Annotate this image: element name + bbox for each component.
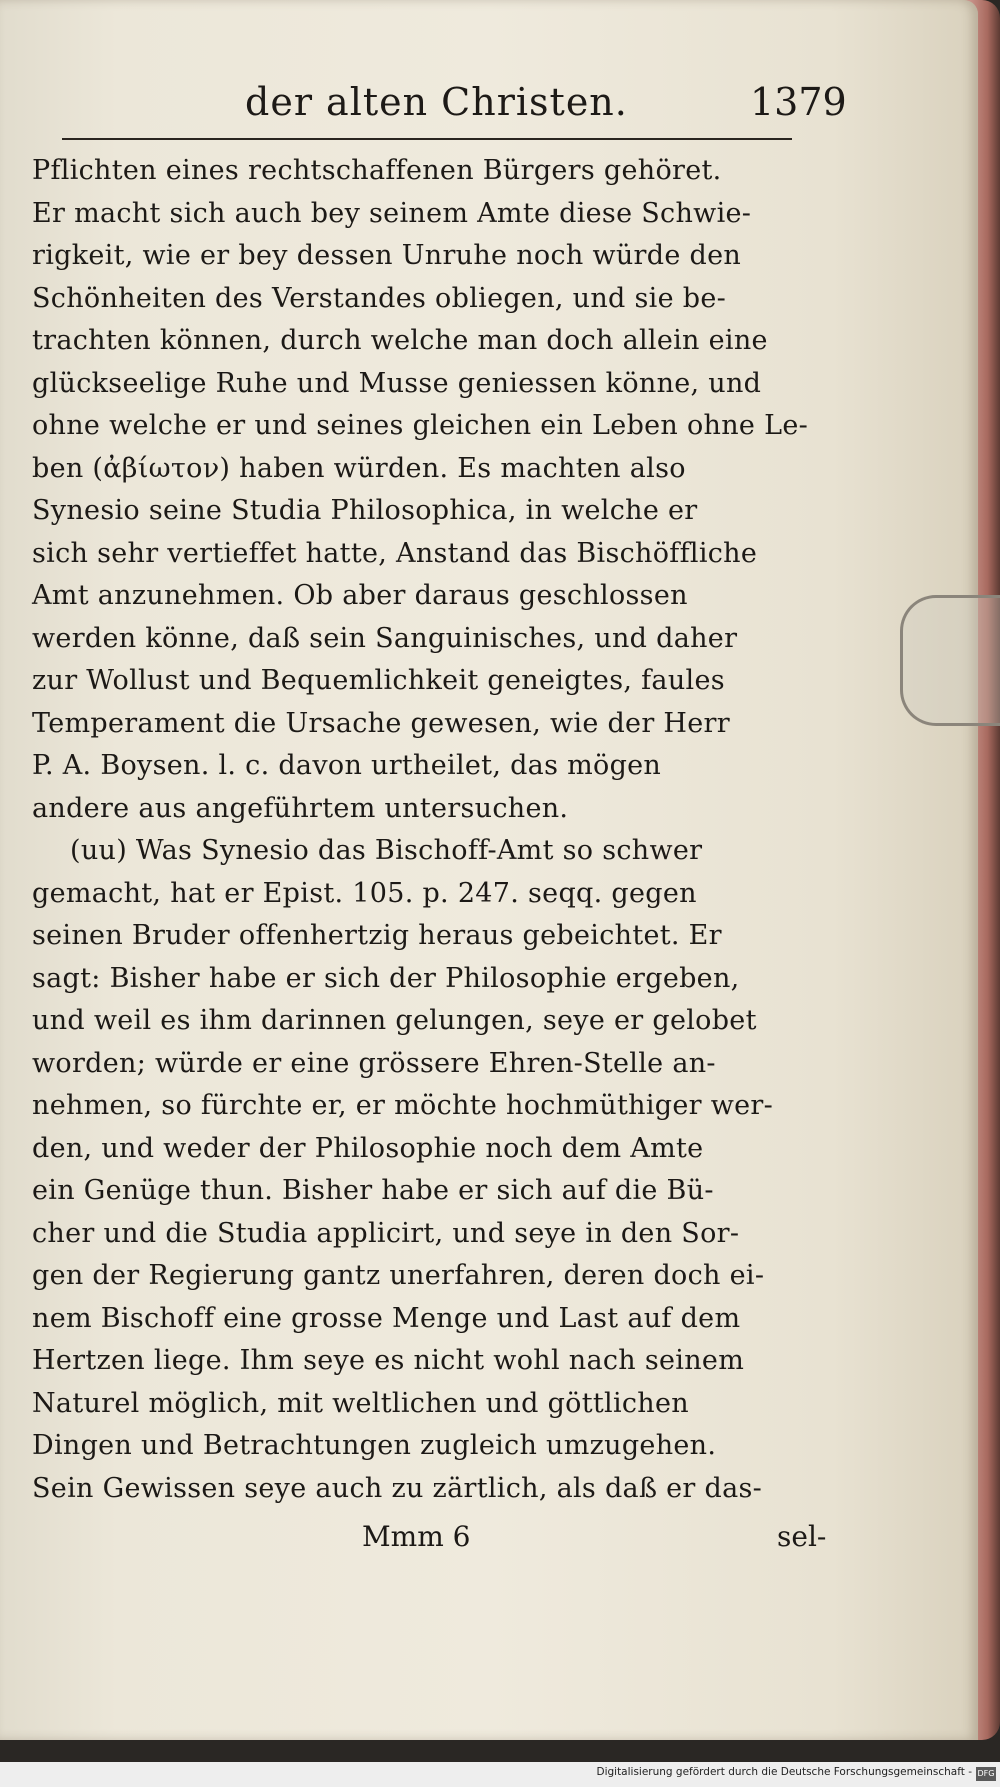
dfg-logo-icon: DFG	[976, 1767, 996, 1781]
body-text	[32, 150, 852, 1510]
text-line: andere aus angeführtem untersuchen.	[32, 792, 569, 824]
header-rule	[62, 138, 792, 140]
credit-bar	[0, 1762, 1000, 1787]
text-line: zur Wollust und Bequemlichkeit geneigtes, faules	[32, 665, 725, 696]
page-footer	[32, 1515, 852, 1559]
text-line: cher und die Studia applicirt, und seye in den Sor-	[32, 1217, 740, 1249]
text-line: Dingen und Betrachtungen zugleich umzugehen.	[32, 1430, 717, 1461]
text-line: Er macht sich auch bey seinem Amte diese Schwie-	[32, 197, 752, 229]
text-line: Naturel möglich, mit weltlichen und göttlichen	[32, 1387, 689, 1419]
text-line: Synesio seine Studia Philosophica, in welche er	[32, 495, 698, 526]
bookmark-tab	[900, 595, 1000, 726]
footnote-start-line: (uu) Was Synesio das Bischoff-Amt so schwer	[70, 835, 703, 866]
text-line: ben (ἀβίωτον) haben würden. Es machten also	[32, 452, 686, 484]
text-line: ein Genüge thun. Bisher habe er sich auf die Bü-	[32, 1175, 714, 1206]
running-head: der alten Christen.	[245, 80, 628, 124]
text-line: sagt: Bisher habe er sich der Philosophie ergeben,	[32, 962, 740, 994]
page-number: 1379	[750, 80, 847, 124]
text-line: gen der Regierung gantz unerfahren, deren doch ei-	[32, 1260, 765, 1291]
text-line: Temperament die Ursache gewesen, wie der Herr	[32, 707, 730, 739]
text-line: ohne welche er und seines gleichen ein Leben ohne Le-	[32, 410, 809, 441]
text-line: Sein Gewissen seye auch zu zärtlich, als daß er das-	[32, 1472, 763, 1504]
text-line: den, und weder der Philosophie noch dem Amte	[32, 1132, 704, 1164]
text-line: gemacht, hat er Epist. 105. p. 247. seqq. gegen	[32, 877, 697, 909]
text-line: werden könne, daß sein Sanguinisches, und daher	[32, 622, 738, 654]
text-line: sich sehr vertieffet hatte, Anstand das Bischöffliche	[32, 537, 758, 569]
text-line: nehmen, so fürchte er, er möchte hochmüthiger wer-	[32, 1090, 774, 1121]
page-header	[40, 68, 847, 138]
text-line: rigkeit, wie er bey dessen Unruhe noch würde den	[32, 240, 742, 271]
funding-credit: Digitalisierung gefördert durch die Deutsche Forschungsgemeinschaft -	[596, 1766, 972, 1778]
text-line: und weil es ihm darinnen gelungen, seye er gelobet	[32, 1005, 757, 1036]
text-line: nem Bischoff eine grosse Menge und Last auf dem	[32, 1302, 741, 1334]
text-line: Schönheiten des Verstandes obliegen, und sie be-	[32, 282, 727, 314]
catchword: sel-	[777, 1520, 827, 1553]
text-line: trachten können, durch welche man doch allein eine	[32, 325, 768, 356]
text-line: Amt anzunehmen. Ob aber daraus geschlossen	[32, 580, 688, 611]
text-line: Hertzen liege. Ihm seye es nicht wohl nach seinem	[32, 1345, 745, 1376]
text-line: P. A. Boysen. l. c. davon urtheilet, das mögen	[32, 750, 662, 781]
signature-mark: Mmm 6	[362, 1520, 471, 1553]
text-line: worden; würde er eine grössere Ehren-Stelle an-	[32, 1047, 716, 1079]
text-line: Pflichten eines rechtschaffenen Bürgers gehöret.	[32, 155, 722, 186]
text-line: seinen Bruder offenhertzig heraus gebeichtet. Er	[32, 920, 722, 951]
text-line: glückseelige Ruhe und Musse geniessen könne, und	[32, 367, 762, 399]
